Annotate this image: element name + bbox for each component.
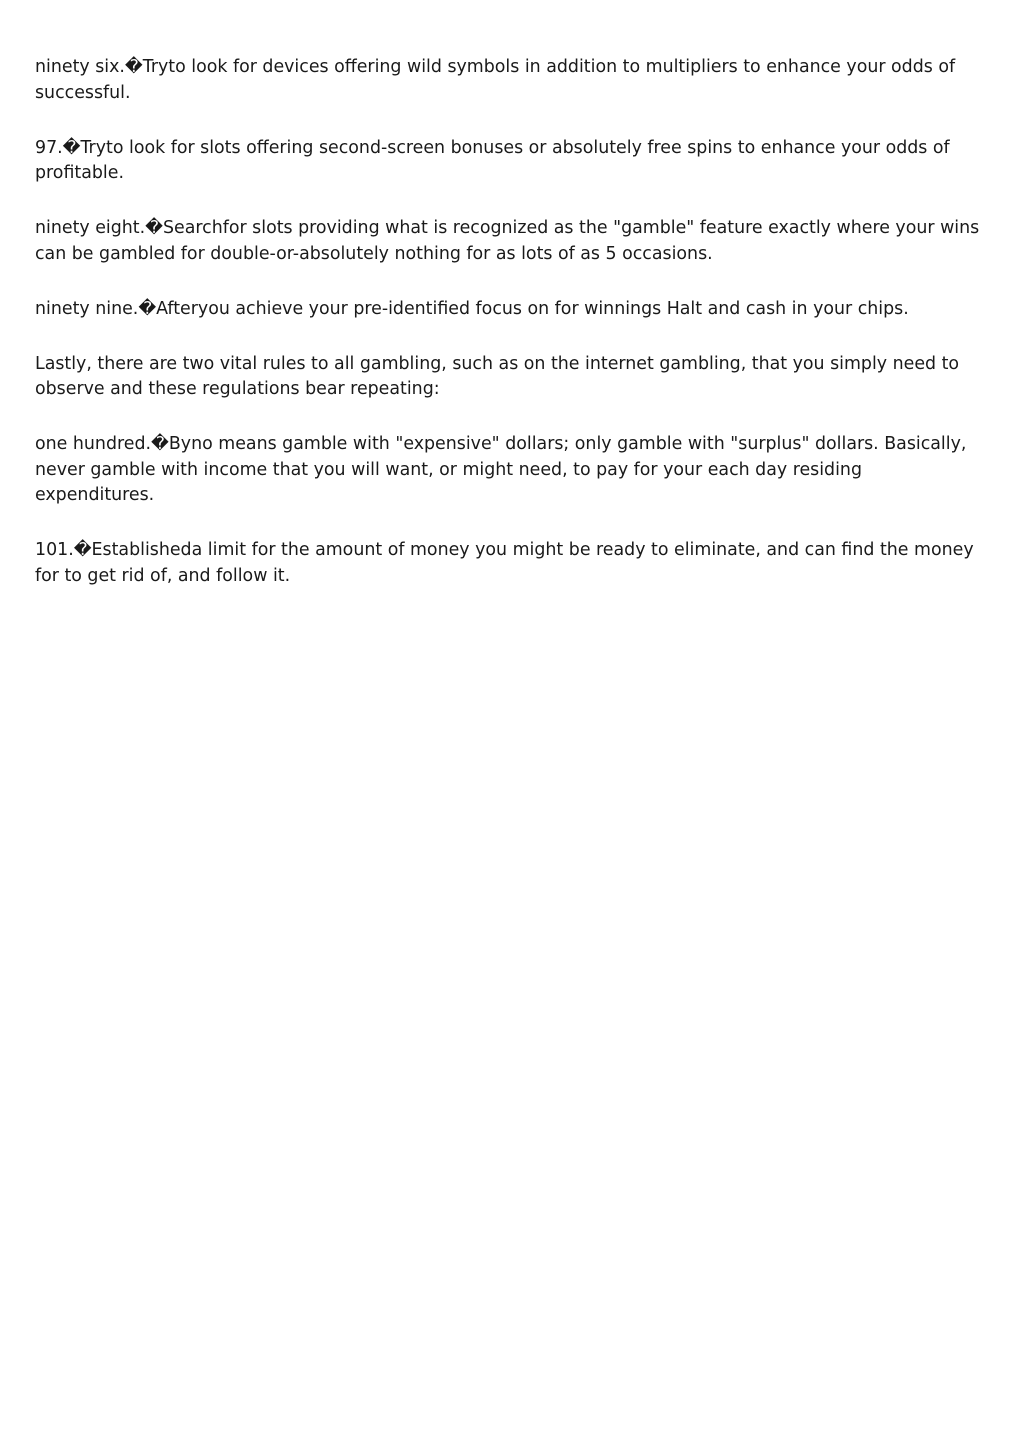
paragraph-lastly: Lastly, there are two vital rules to all gambling, such as on the internet gambling, that you simply need to observe and these regulations bear repeating: [35, 353, 960, 399]
paragraph-96: ninety six.�Tryto look for devices offering wild symbols in addition to multipliers to enhance your odds of successful. [35, 57, 956, 103]
paragraph-100: one hundred.�Byno means gamble with "expensive" dollars; only gamble with "surplus" dollars. Basically, never gamble with income that you will want, or might need, to pay for your each day residing expenditures. [35, 434, 967, 505]
paragraph-98: ninety eight.�Searchfor slots providing what is recognized as the "gamble" feature exactly where your wins can be gambled for double-or-absolutely nothing for as lots of as 5 occasions. [35, 218, 980, 264]
paragraph-99: ninety nine.�Afteryou achieve your pre-identified focus on for winnings Halt and cash in your chips. [35, 298, 909, 319]
paragraph-97: 97.�Tryto look for slots offering second-screen bonuses or absolutely free spins to enhance your odds of profitable. [35, 137, 950, 183]
paragraph-101: 101.�Establisheda limit for the amount of money you might be ready to eliminate, and can find the money for to get rid of, and follow it. [35, 540, 974, 586]
